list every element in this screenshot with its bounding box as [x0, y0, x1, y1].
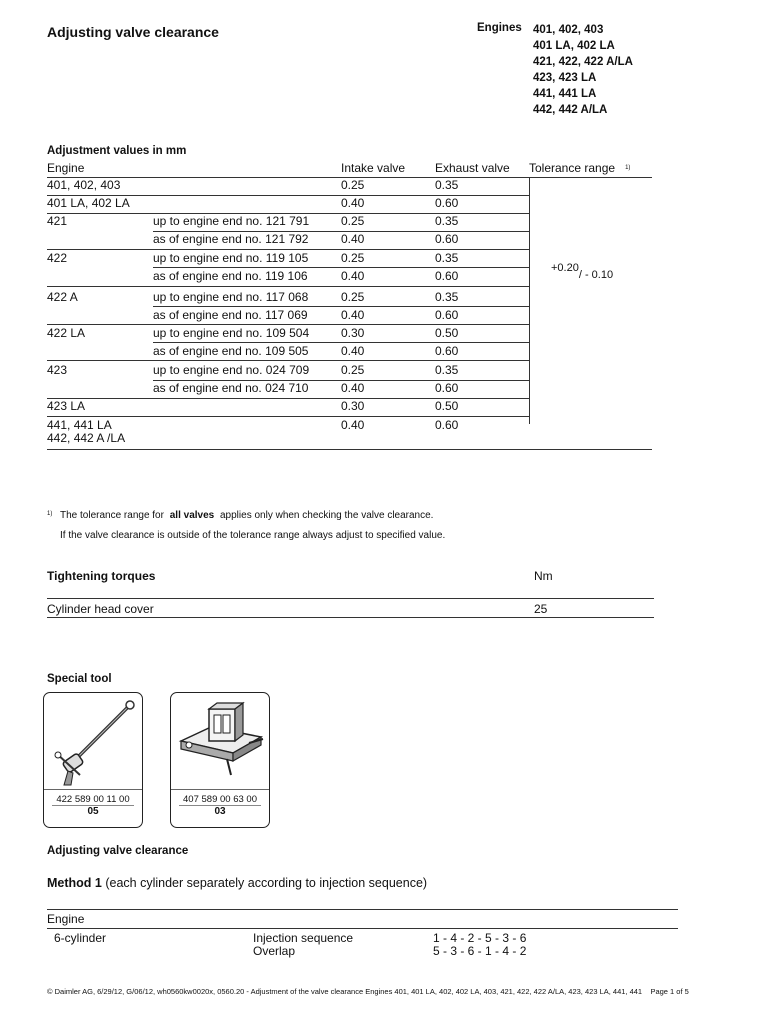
table-cell-intake: 0.25 — [341, 363, 365, 377]
table-cell-engine: 401, 402, 403 — [47, 178, 121, 192]
overlap-label: Overlap — [253, 944, 296, 958]
table-cell-exhaust: 0.50 — [435, 399, 459, 413]
table-cell-exhaust: 0.35 — [435, 251, 459, 265]
footer-text: © Daimler AG, 6/29/12, G/06/12, wh0560kw0020x, 0560.20 - Adjustment of the valve clearance Engines 401, 401 LA, 402, 402 LA, 403, 421, 422, 422 A/LA, 423, 423 LA, 441, 441 — [47, 987, 643, 996]
table-cell-condition: as of engine end no. 117 069 — [153, 308, 308, 322]
table-cell-exhaust: 0.60 — [435, 269, 459, 283]
method-heading: Adjusting valve clearance — [47, 845, 189, 857]
footnote-text: applies only when checking the valve clearance. — [220, 510, 434, 521]
adjustment-heading: Adjustment values in mm — [47, 145, 187, 157]
table-cell-engine: 423 — [47, 363, 68, 377]
tool-code: 05 — [87, 806, 99, 817]
method-title — [47, 876, 427, 890]
page-number: Page 1 of 5 — [650, 987, 689, 996]
table-cell-engine: 442, 442 A /LA — [47, 431, 126, 445]
table-cell-condition: up to engine end no. 109 504 — [153, 326, 310, 340]
tool-divider — [171, 789, 269, 790]
method-cylinder: 6-cylinder — [54, 931, 107, 945]
torques-value: 25 — [534, 602, 548, 616]
engines-list-item: 442, 442 A/LA — [533, 104, 608, 116]
torques-heading: Tightening torques — [47, 569, 156, 583]
table-row-separator — [153, 380, 529, 381]
tolerance-plus: +0.20 — [551, 262, 579, 274]
tool-code: 03 — [214, 806, 226, 817]
table-cell-intake: 0.40 — [341, 344, 365, 358]
table-cell-intake: 0.30 — [341, 326, 365, 340]
table-cell-exhaust: 0.60 — [435, 344, 459, 358]
torques-bottom-rule — [47, 617, 654, 618]
method-top-rule — [47, 909, 678, 910]
wrench-tool-icon — [44, 693, 142, 789]
table-cell-intake: 0.40 — [341, 418, 365, 432]
table-row-separator — [47, 286, 529, 287]
tool-divider — [44, 789, 142, 790]
footnote-text: The tolerance range for — [60, 510, 164, 521]
tolerance-column-divider — [529, 177, 530, 424]
special-tool-heading: Special tool — [47, 673, 112, 685]
tool-card — [43, 692, 143, 828]
col-header-tolerance — [529, 161, 630, 175]
table-cell-intake: 0.25 — [341, 290, 365, 304]
table-cell-intake: 0.30 — [341, 399, 365, 413]
clamp-tool-icon — [171, 693, 269, 789]
table-cell-exhaust: 0.60 — [435, 381, 459, 395]
table-cell-intake: 0.25 — [341, 251, 365, 265]
table-cell-exhaust: 0.35 — [435, 178, 459, 192]
footnote-line-1 — [60, 510, 433, 521]
engines-label: Engines — [477, 22, 522, 34]
table-row-separator — [47, 360, 529, 361]
table-cell-exhaust: 0.35 — [435, 290, 459, 304]
table-row-separator — [47, 416, 529, 417]
page-footer — [47, 987, 689, 996]
method-engine-label: Engine — [47, 912, 85, 926]
table-cell-engine: 401 LA, 402 LA — [47, 196, 130, 210]
engines-list-item: 401, 402, 403 — [533, 24, 604, 36]
table-cell-exhaust: 0.35 — [435, 214, 459, 228]
table-cell-engine: 423 LA — [47, 399, 86, 413]
table-cell-intake: 0.40 — [341, 308, 365, 322]
table-cell-condition: as of engine end no. 024 710 — [153, 381, 309, 395]
table-cell-condition: as of engine end no. 109 505 — [153, 344, 309, 358]
table-row-separator — [47, 249, 529, 250]
table-cell-condition: up to engine end no. 121 791 — [153, 214, 310, 228]
table-cell-engine: 422 — [47, 251, 68, 265]
injection-sequence-label: Injection sequence — [253, 931, 354, 945]
tolerance-note-mark: 1) — [625, 165, 631, 171]
tool-number: 422 589 00 11 00 — [56, 794, 130, 805]
table-cell-intake: 0.25 — [341, 214, 365, 228]
table-cell-condition: up to engine end no. 117 068 — [153, 290, 309, 304]
table-row-separator — [153, 267, 529, 268]
footnote-emphasis: all valves — [169, 510, 215, 521]
table-cell-exhaust: 0.60 — [435, 232, 459, 246]
table-cell-exhaust: 0.60 — [435, 196, 459, 210]
table-cell-intake: 0.40 — [341, 269, 365, 283]
table-row-separator — [47, 195, 529, 196]
table-row-separator — [153, 342, 529, 343]
engines-list-item: 441, 441 LA — [533, 88, 597, 100]
table-cell-condition: up to engine end no. 024 709 — [153, 363, 310, 377]
table-cell-intake: 0.40 — [341, 232, 365, 246]
table-bottom-rule — [47, 449, 652, 450]
table-cell-engine: 421 — [47, 214, 68, 228]
table-cell-intake: 0.25 — [341, 178, 365, 192]
tool-number: 407 589 00 63 00 — [183, 794, 257, 805]
col-header-exhaust: Exhaust valve — [435, 161, 510, 175]
table-cell-exhaust: 0.60 — [435, 308, 459, 322]
method-title-bold: Method 1 — [47, 876, 102, 890]
engines-list-item: 421, 422, 422 A/LA — [533, 56, 633, 68]
table-cell-condition: up to engine end no. 119 105 — [153, 251, 309, 265]
table-cell-exhaust: 0.60 — [435, 418, 459, 432]
col-header-engine: Engine — [47, 161, 85, 175]
tolerance-minus: / - 0.10 — [578, 269, 614, 281]
table-row-separator — [47, 324, 529, 325]
tolerance-header-text: Tolerance range — [529, 161, 616, 175]
table-row-separator — [47, 213, 529, 214]
col-header-intake: Intake valve — [341, 161, 406, 175]
table-cell-engine: 422 A — [47, 290, 78, 304]
table-row-separator — [153, 306, 529, 307]
table-cell-engine: 422 LA — [47, 326, 86, 340]
torques-unit: Nm — [534, 569, 553, 583]
table-cell-intake: 0.40 — [341, 196, 365, 210]
table-cell-exhaust: 0.35 — [435, 363, 459, 377]
table-row-separator — [47, 398, 529, 399]
torques-header-rule — [47, 598, 654, 599]
engines-list-item: 423, 423 LA — [533, 72, 597, 84]
method-title-rest: (each cylinder separately according to injection sequence) — [105, 876, 428, 890]
overlap-value: 5 - 3 - 6 - 1 - 4 - 2 — [433, 944, 527, 958]
table-cell-condition: as of engine end no. 121 792 — [153, 232, 309, 246]
tolerance-value — [551, 262, 614, 281]
engines-list — [533, 22, 633, 118]
injection-sequence-value: 1 - 4 - 2 - 5 - 3 - 6 — [433, 931, 527, 945]
table-cell-exhaust: 0.50 — [435, 326, 459, 340]
footnote-line-2: If the valve clearance is outside of the tolerance range always adjust to specified value. — [60, 530, 446, 541]
tool-card — [170, 692, 270, 828]
table-cell-condition: as of engine end no. 119 106 — [153, 269, 308, 283]
footnote-mark: 1) — [47, 511, 53, 517]
table-cell-engine: 441, 441 LA — [47, 418, 112, 432]
method-header-rule — [47, 928, 678, 929]
engines-list-item: 401 LA, 402 LA — [533, 40, 615, 52]
table-row-separator — [153, 231, 529, 232]
page-title: Adjusting valve clearance — [47, 24, 219, 40]
table-cell-intake: 0.40 — [341, 381, 365, 395]
torques-item: Cylinder head cover — [47, 602, 154, 616]
